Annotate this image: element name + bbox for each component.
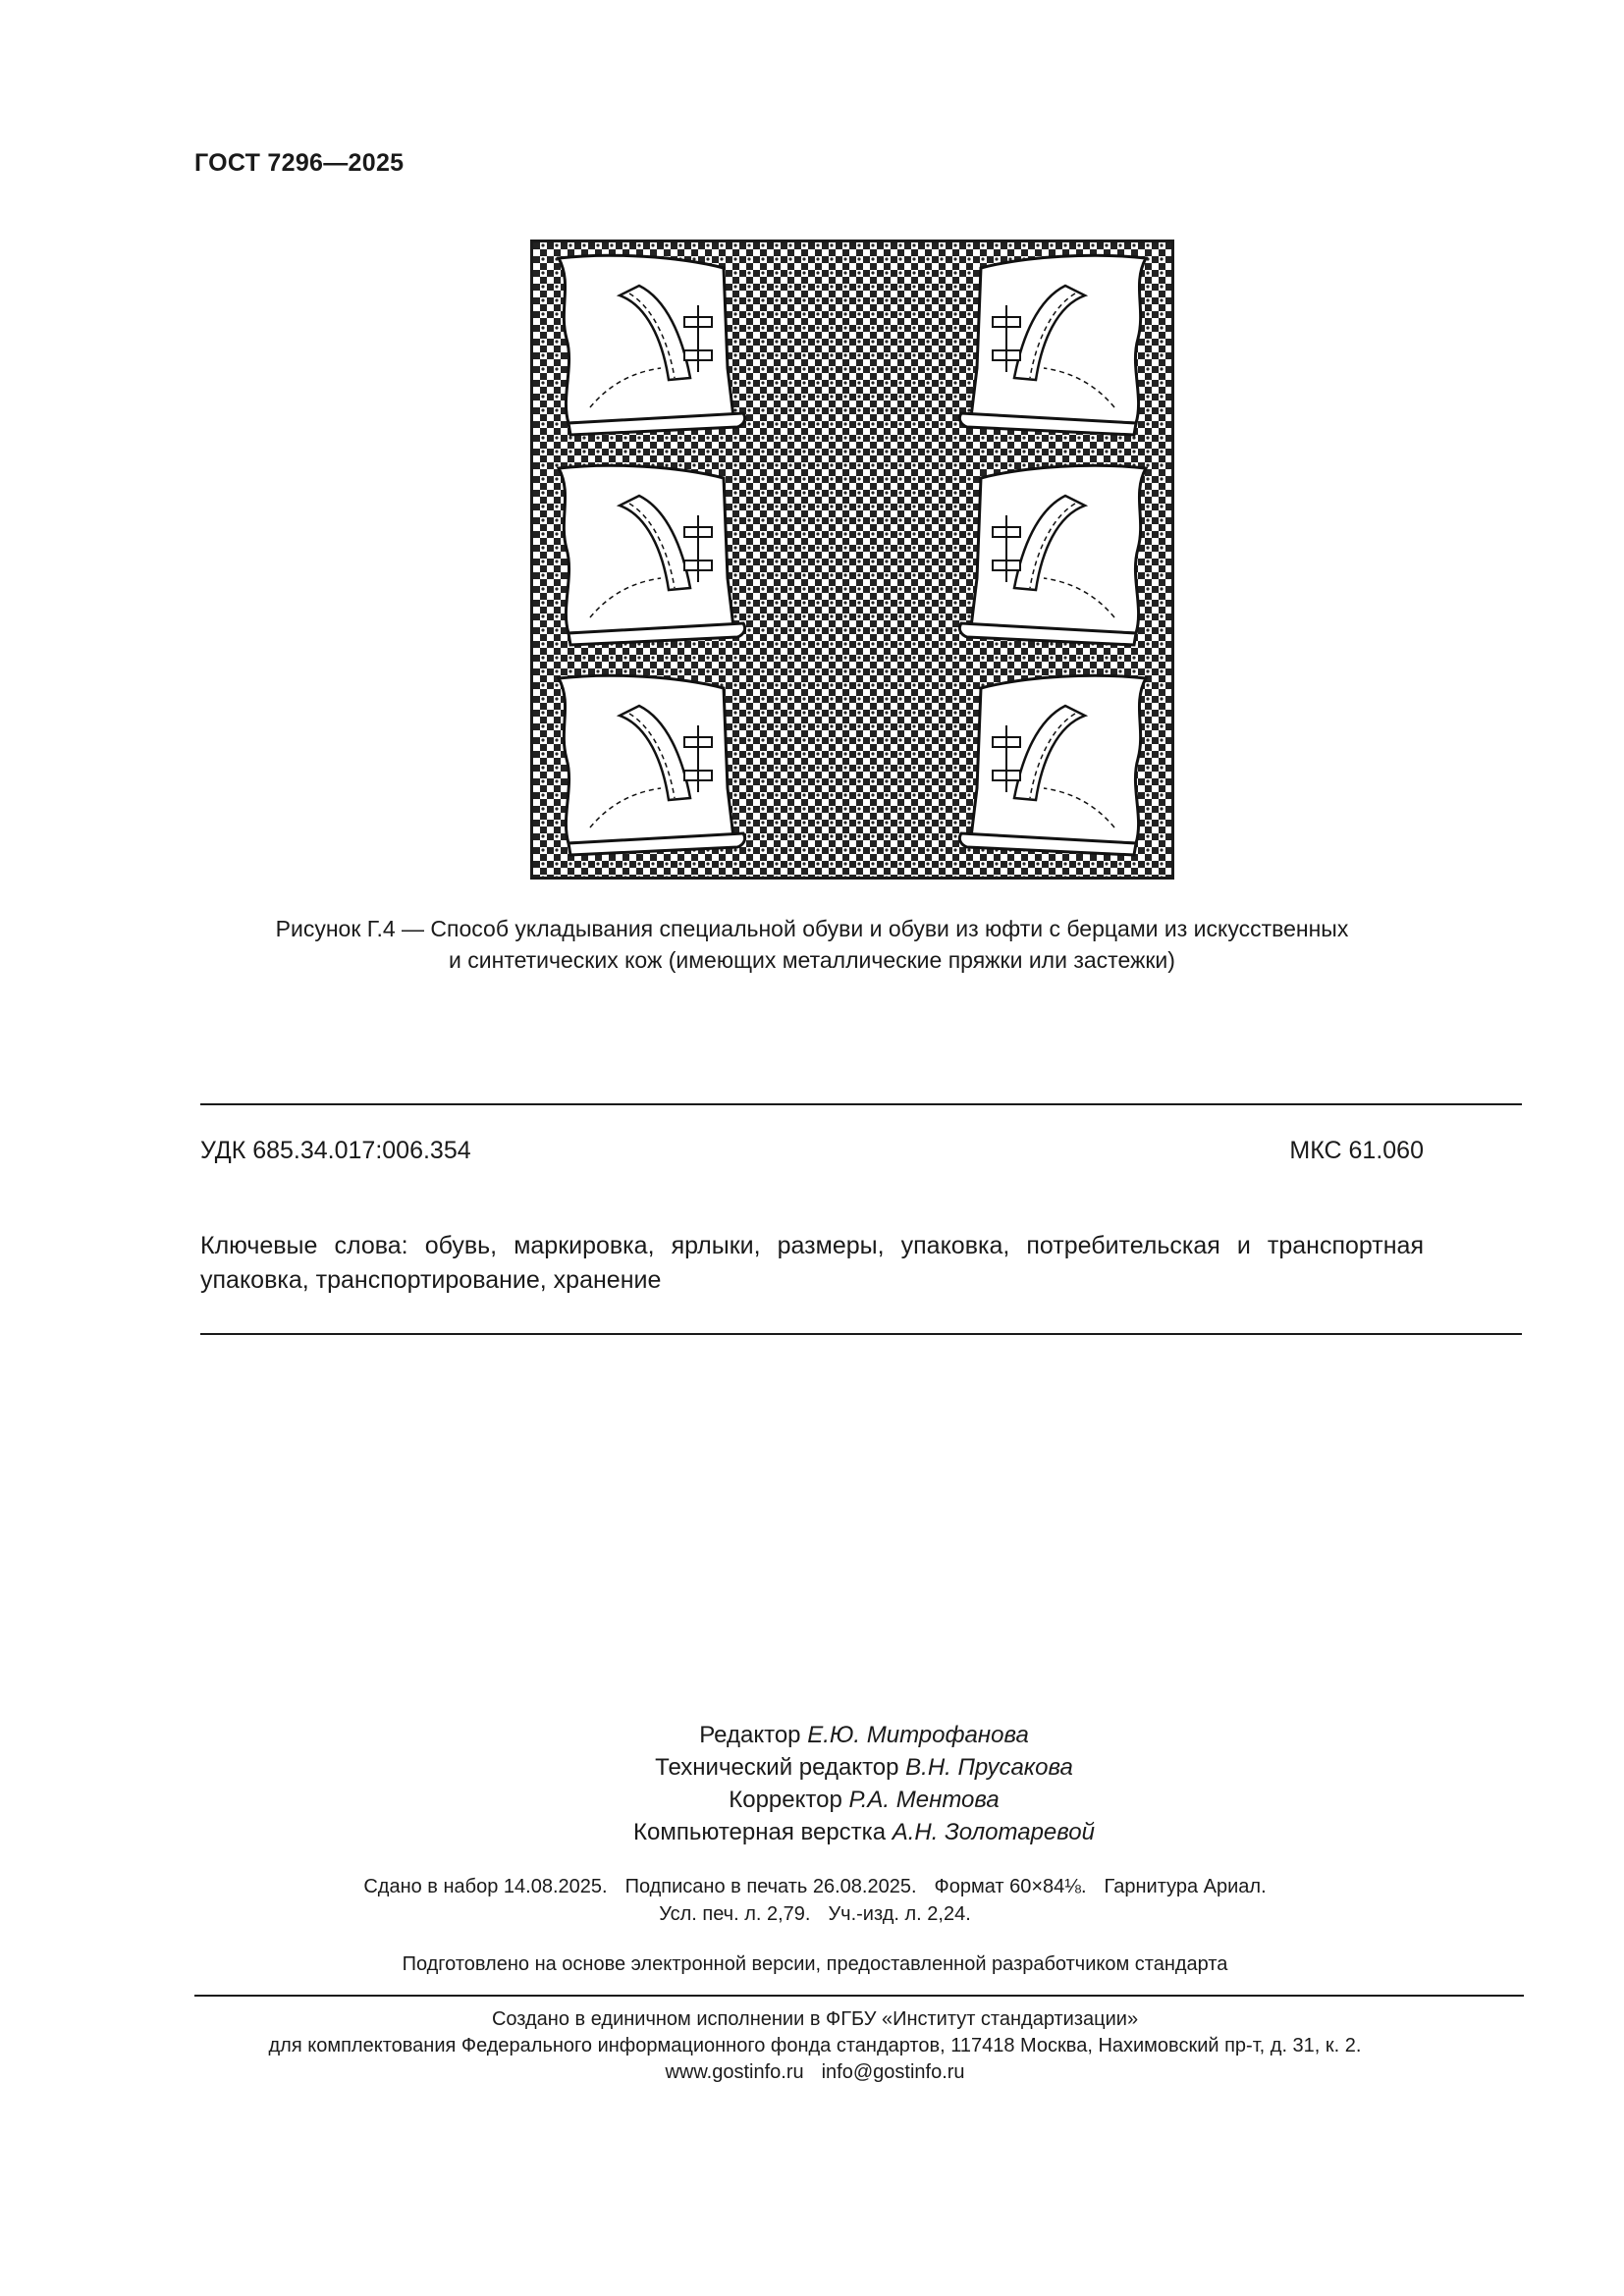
staff-credits: [491, 1719, 1237, 1848]
top-divider: [200, 1103, 1522, 1105]
keywords: Ключевые слова: обувь, маркировка, ярлыки, размеры, упаковка, потребительская и транспортная упаковка, транспортирование, хранение: [200, 1232, 1424, 1294]
mks-code: МКС 61.060: [1289, 1137, 1424, 1164]
document-code: ГОСТ 7296—2025: [194, 149, 405, 177]
publisher-info: [196, 2006, 1434, 2086]
staff-editor: Редактор Е.Ю. Митрофанова: [699, 1722, 1029, 1748]
staff-tech-editor: Технический редактор В.Н. Прусакова: [655, 1754, 1073, 1781]
publisher-line-1: Создано в единичном исполнении в ФГБУ «Институт стандартизации»: [491, 2008, 1139, 2030]
email-link[interactable]: info@gostinfo.ru: [821, 2061, 965, 2083]
publisher-contacts: [196, 2059, 1434, 2086]
print-info: [245, 1873, 1384, 1928]
staff-layout: Компьютерная верстка А.Н. Золотаревой: [633, 1819, 1095, 1845]
keywords-divider: [200, 1333, 1522, 1335]
footer-divider: [194, 1995, 1524, 1997]
print-info-line-2: Усл. печ. л. 2,79. Уч.-изд. л. 2,24.: [659, 1903, 971, 1925]
staff-proofreader: Корректор Р.А. Ментова: [729, 1787, 1000, 1813]
caption-line-1: Рисунок Г.4 — Способ укладывания специальной обуви и обуви из юфти с берцами из искусственных: [275, 916, 1349, 941]
boot-packing-figure: [530, 240, 1174, 880]
udk-code: УДК 685.34.017:006.354: [200, 1137, 471, 1164]
caption-line-2: и синтетических кож (имеющих металлические пряжки или застежки): [449, 947, 1175, 973]
figure-caption: [196, 913, 1428, 976]
website-link[interactable]: www.gostinfo.ru: [665, 2061, 804, 2083]
prepared-note: Подготовлено на основе электронной версии, предоставленной разработчиком стандарта: [402, 1953, 1228, 1975]
publisher-line-2: для комплектования Федерального информационного фонда стандартов, 117418 Москва, Нахимовский пр-т, д. 31, к. 2.: [268, 2035, 1362, 2056]
print-info-line-1: Сдано в набор 14.08.2025. Подписано в печать 26.08.2025. Формат 60×84⅛. Гарнитура Ариал.: [363, 1876, 1267, 1897]
